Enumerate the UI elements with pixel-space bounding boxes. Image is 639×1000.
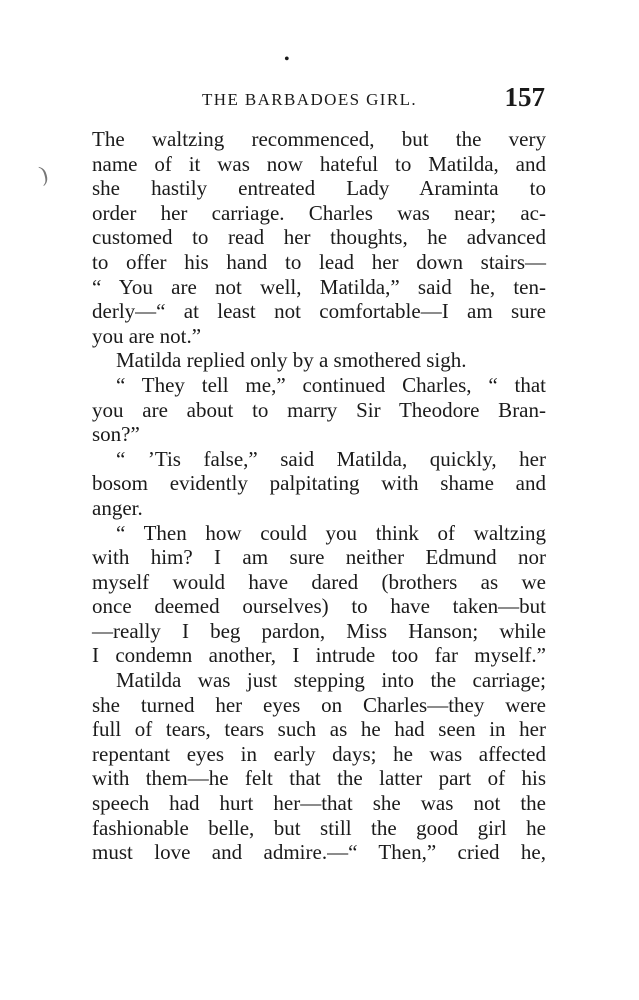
text-line: repentant eyes in early days; he was affected xyxy=(92,741,546,766)
text-line: “ They tell me,” continued Charles, “ that xyxy=(116,372,546,397)
text-line: with him? I am sure neither Edmund nor xyxy=(92,545,546,570)
text-line: —really I beg pardon, Miss Hanson; while xyxy=(92,618,546,643)
text-line: anger. xyxy=(92,495,143,520)
text-line: order her carriage. Charles was near; ac- xyxy=(92,200,546,225)
margin-mark: ) xyxy=(36,160,51,187)
text-line: myself would have dared (brothers as we xyxy=(92,569,546,594)
text-line: Matilda replied only by a smothered sigh. xyxy=(116,348,467,373)
running-head: THE BARBADOES GIRL. xyxy=(202,90,418,109)
text-line: she hastily entreated Lady Araminta to xyxy=(92,176,546,201)
text-line: you are about to marry Sir Theodore Bran- xyxy=(92,397,546,422)
text-line: bosom evidently palpitating with shame and xyxy=(92,471,546,496)
page-number: 157 xyxy=(504,82,545,112)
text-line: she turned her eyes on Charles—they were xyxy=(92,692,546,717)
text-line: with them—he felt that the latter part of his xyxy=(92,766,546,791)
text-line: The waltzing recommenced, but the very xyxy=(92,127,546,151)
text-line: derly—“ at least not comfortable—I am sure xyxy=(92,299,546,324)
text-line: Matilda was just stepping into the carriage; xyxy=(116,668,546,693)
text-line: “ Then how could you think of waltzing xyxy=(116,520,546,545)
text-line: you are not.” xyxy=(92,323,202,348)
top-printer-mark: • xyxy=(284,51,290,68)
text-line: “ ’Tis false,” said Matilda, quickly, her xyxy=(116,446,546,471)
text-line: customed to read her thoughts, he advanced xyxy=(92,225,546,250)
text-line: fashionable belle, but still the good girl he xyxy=(92,815,546,840)
text-line: son?” xyxy=(92,422,140,447)
text-line: speech had hurt her—that she was not the xyxy=(92,791,546,816)
text-line: must love and admire.—“ Then,” cried he, xyxy=(92,840,546,865)
text-line: “ You are not well, Matilda,” said he, ten- xyxy=(92,274,546,299)
text-line: name of it was now hateful to Matilda, and xyxy=(92,151,546,176)
text-line: once deemed ourselves) to have taken—but xyxy=(92,594,546,619)
text-line: I condemn another, I intrude too far myself.” xyxy=(92,643,546,668)
body-text xyxy=(92,127,546,865)
text-line: full of tears, tears such as he had seen in her xyxy=(92,717,546,742)
text-line: to offer his hand to lead her down stairs— xyxy=(92,249,546,274)
